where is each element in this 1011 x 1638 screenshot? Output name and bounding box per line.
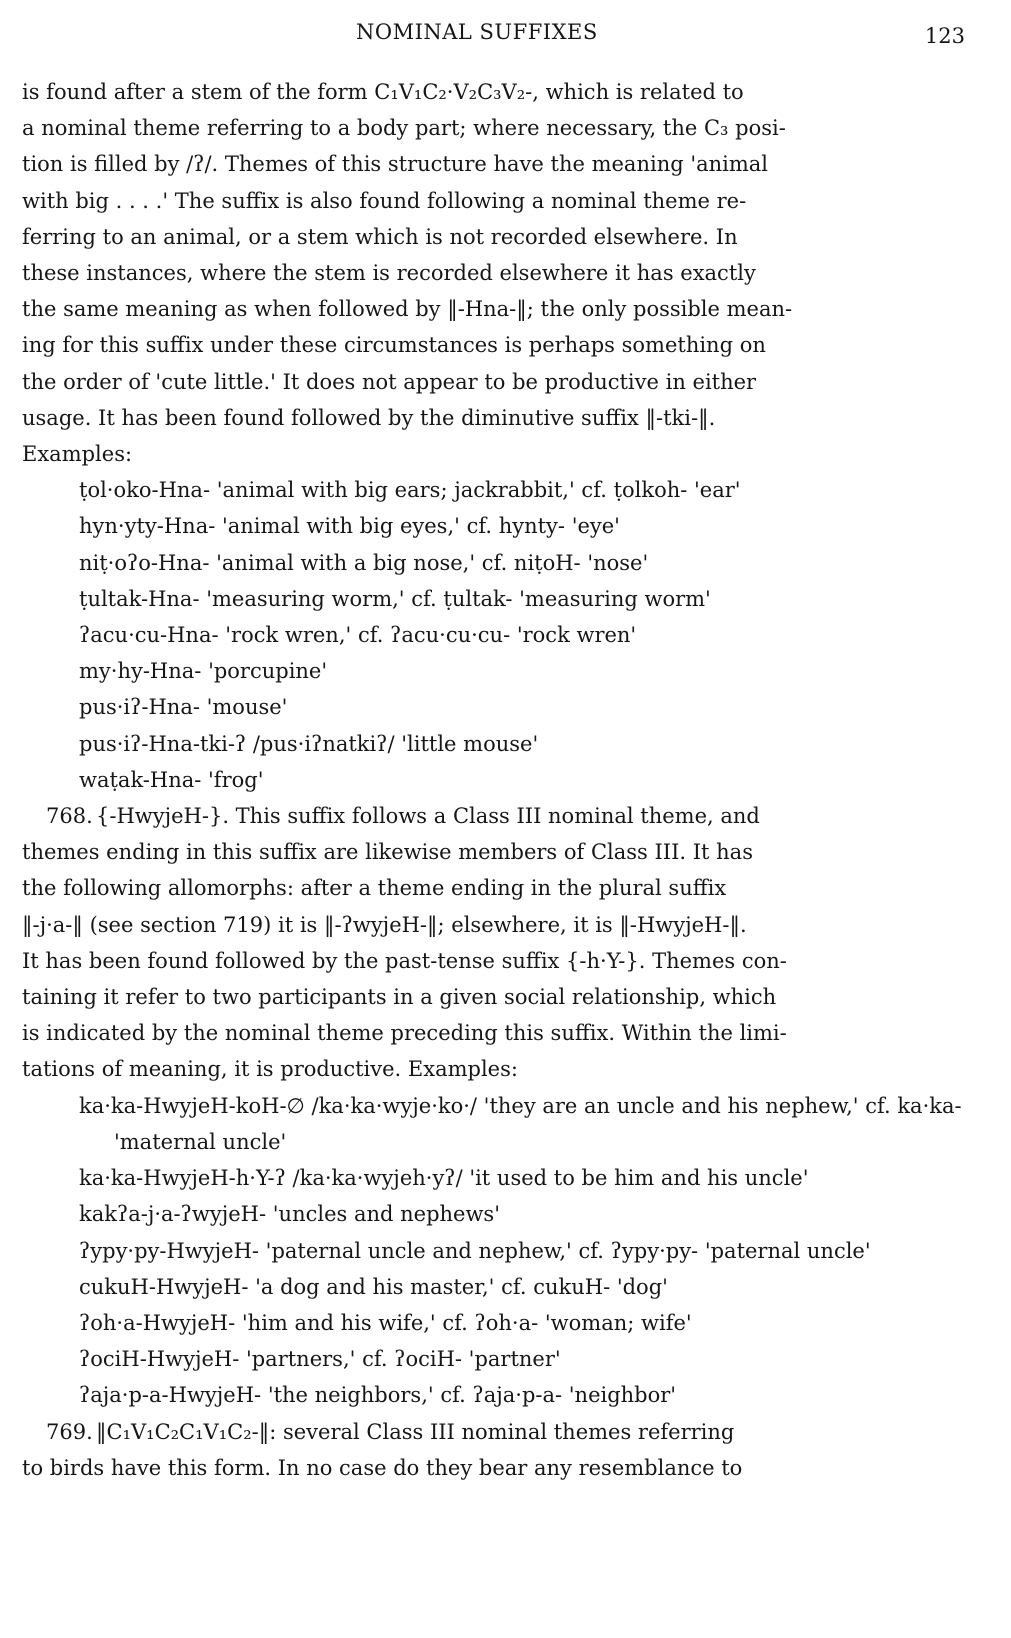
running-head: NOMINAL SUFFIXES — [356, 20, 598, 44]
examples-hwyjeh-list — [22, 1088, 986, 1414]
text-line — [22, 798, 986, 834]
example-line: ʔociH-HwyjeH- 'partners,' cf. ʔociH- 'partner' — [79, 1347, 561, 1372]
text-line: themes ending in this suffix are likewise members of Class III. It has — [22, 840, 753, 865]
example-line: cukuH-HwyjeH- 'a dog and his master,' cf. cukuH- 'dog' — [79, 1274, 668, 1299]
text-line — [22, 1414, 986, 1450]
example-line: ṭultak-Hna- 'measuring worm,' cf. ṭultak- 'measuring worm' — [79, 586, 711, 611]
section-769 — [22, 1414, 986, 1486]
text-line: these instances, where the stem is recorded elsewhere it has exactly — [22, 261, 756, 286]
examples-hna-list — [22, 472, 986, 798]
intro-paragraph — [22, 74, 986, 472]
example-line: kakʔa-j·a-ʔwyjeH- 'uncles and nephews' — [79, 1202, 500, 1227]
page-body — [22, 74, 986, 1486]
section-768 — [22, 798, 986, 1088]
text-line: taining it refer to two participants in a given social relationship, which — [22, 985, 777, 1010]
text-line: It has been found followed by the past-tense suffix {-h·Y-}. Themes con- — [22, 948, 787, 973]
example-line: ʔacu·cu-Hna- 'rock wren,' cf. ʔacu·cu·cu- 'rock wren' — [79, 623, 637, 648]
text-line: the following allomorphs: after a theme ending in the plural suffix — [22, 876, 727, 901]
example-line: my·hy-Hna- 'porcupine' — [79, 659, 328, 684]
example-line: pus·iʔ-Hna-tki-ʔ /pus·iʔnatkiʔ/ 'little mouse' — [79, 731, 539, 756]
section-line: {-HwyjeH-}. This suffix follows a Class III nominal theme, and — [96, 804, 760, 829]
page-header — [0, 20, 1011, 50]
text-line: Examples: — [22, 442, 133, 467]
text-line: the same meaning as when followed by ‖-Hna-‖; the only possible mean- — [22, 297, 793, 322]
text-line: tations of meaning, it is productive. Examples: — [22, 1057, 518, 1082]
text-line: the order of 'cute little.' It does not appear to be productive in either — [22, 369, 757, 394]
example-line: ṭol·oko-Hna- 'animal with big ears; jackrabbit,' cf. ṭolkoh- 'ear' — [79, 478, 741, 503]
text-line: usage. It has been found followed by the diminutive suffix ‖-tki-‖. — [22, 405, 716, 430]
example-line: pus·iʔ-Hna- 'mouse' — [79, 695, 288, 720]
text-line: is indicated by the nominal theme preceding this suffix. Within the limi- — [22, 1021, 787, 1046]
section-number: 769. — [46, 1419, 93, 1444]
text-line: to birds have this form. In no case do they bear any resemblance to — [22, 1455, 743, 1480]
example-line: ʔoh·a-HwyjeH- 'him and his wife,' cf. ʔoh·a- 'woman; wife' — [79, 1310, 692, 1335]
text-line: ing for this suffix under these circumstances is perhaps something on — [22, 333, 766, 358]
text-line: ferring to an animal, or a stem which is not recorded elsewhere. In — [22, 224, 738, 249]
example-line: ʔaja·p-a-HwyjeH- 'the neighbors,' cf. ʔaja·p-a- 'neighbor' — [79, 1383, 677, 1408]
example-line: niṭ·oʔo-Hna- 'animal with a big nose,' cf. niṭoH- 'nose' — [79, 550, 649, 575]
text-line: with big . . . .' The suffix is also found following a nominal theme re- — [22, 188, 747, 213]
example-line: ka·ka-HwyjeH-h·Y-ʔ /ka·ka·wyjeh·yʔ/ 'it used to be him and his uncle' — [79, 1166, 809, 1191]
text-line: ‖-j·a-‖ (see section 719) it is ‖-ʔwyjeH-‖; elsewhere, it is ‖-HwyjeH-‖. — [22, 912, 747, 937]
text-line: a nominal theme referring to a body part; where necessary, the C₃ posi- — [22, 116, 786, 141]
section-line: ‖C₁V₁C₂C₁V₁C₂-‖: several Class III nominal themes referring — [96, 1419, 735, 1444]
example-line: hyn·yty-Hna- 'animal with big eyes,' cf. hynty- 'eye' — [79, 514, 620, 539]
example-line: waṭak-Hna- 'frog' — [79, 767, 264, 792]
text-line: tion is filled by /ʔ/. Themes of this structure have the meaning 'animal — [22, 152, 769, 177]
section-number: 768. — [46, 804, 93, 829]
text-line: is found after a stem of the form C₁V₁C₂·V₂C₃V₂-, which is related to — [22, 80, 744, 104]
example-line: ka·ka-HwyjeH-koH-∅ /ka·ka·wyje·ko·/ 'they are an uncle and his nephew,' cf. ka·ka- 'maternal uncle' — [79, 1093, 962, 1154]
page-number: 123 — [924, 24, 965, 48]
example-line: ʔypy·py-HwyjeH- 'paternal uncle and nephew,' cf. ʔypy·py- 'paternal uncle' — [79, 1238, 871, 1263]
